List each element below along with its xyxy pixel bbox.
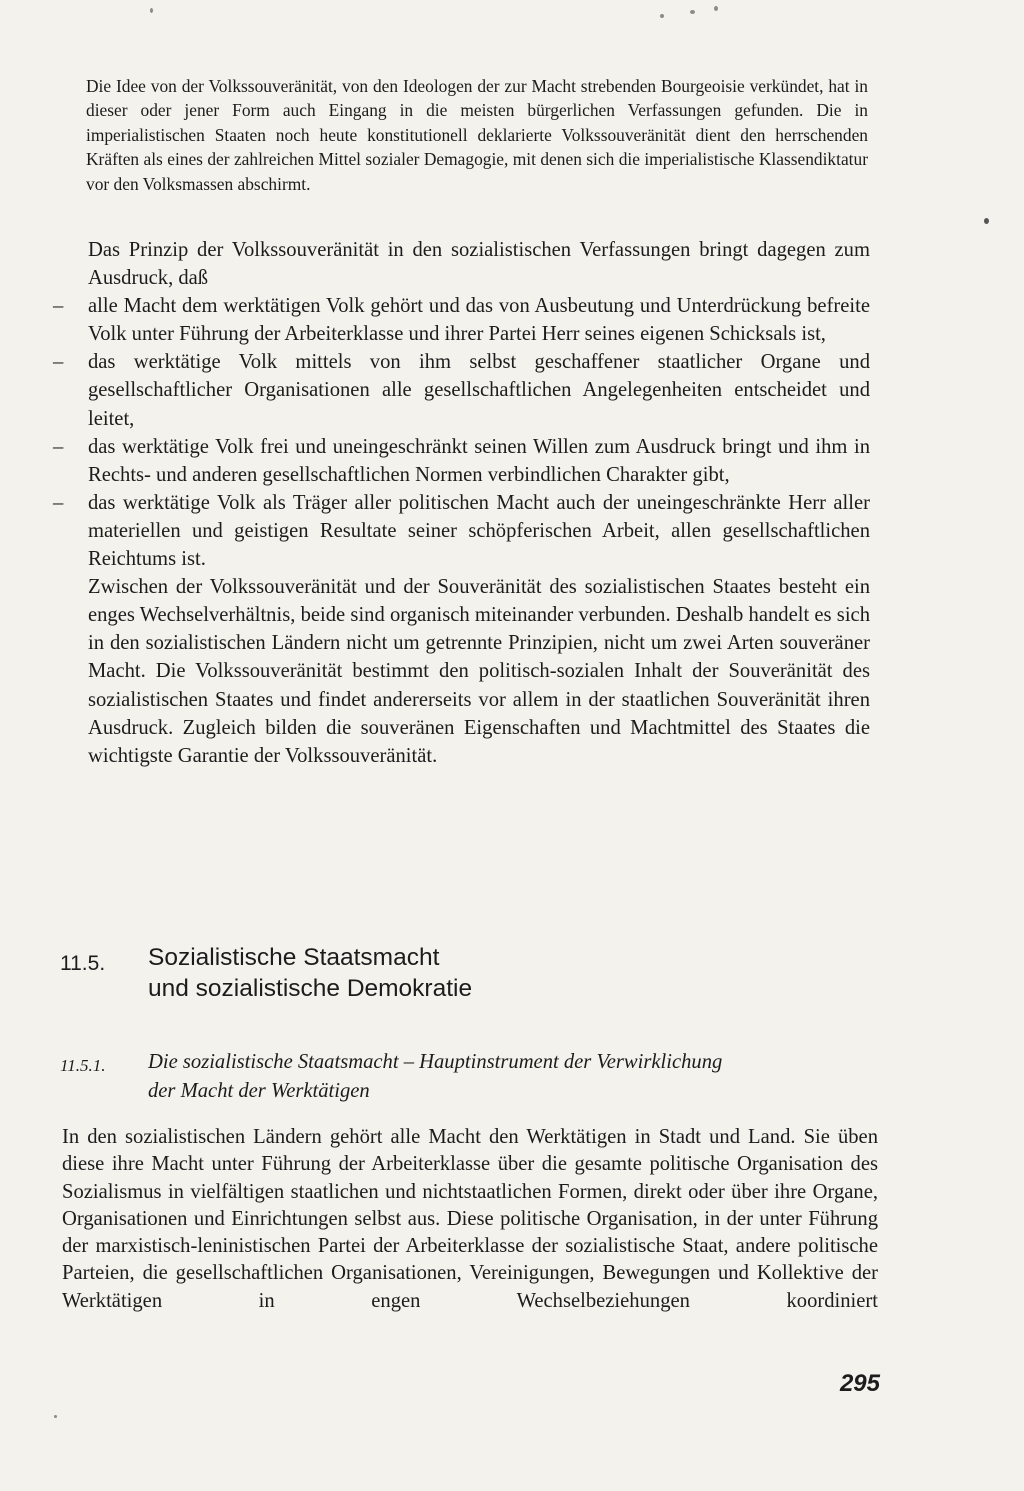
- subsection-number: 11.5.1.: [60, 1056, 106, 1075]
- list-item-text: alle Macht dem werktätigen Volk gehört und das von Ausbeutung und Unterdrückung befreite Volk unter Führung der Arbeiterklasse und ihrer Partei Herr seines eigenen Schicksals ist,: [88, 295, 870, 346]
- subsection-title-line: Die sozialistische Staatsmacht – Hauptinstrument der Verwirklichung: [148, 1051, 723, 1073]
- scan-speck: [660, 14, 664, 18]
- page-number: 295: [839, 1370, 880, 1397]
- list-item-text: das werktätige Volk als Träger aller politischen Macht auch der uneingeschränkte Herr aller materiellen und geistigen Resultate seiner schöpferischen Arbeit, allen gesellschaftlichen Reichtums ist.: [88, 491, 870, 571]
- scan-speck: [54, 1415, 57, 1418]
- subsection-title: [148, 1048, 868, 1105]
- dash-bullet: –: [53, 351, 64, 374]
- list-item: [53, 292, 870, 348]
- dash-bullet: –: [53, 435, 64, 458]
- dash-bullet: –: [53, 491, 64, 514]
- list-item-text: das werktätige Volk mittels von ihm selbst geschaffener staatlicher Organe und gesellschaftlicher Organisationen alle gesellschaftlichen Angelegenheiten entscheidet und leitet,: [88, 351, 870, 430]
- scan-speck: [984, 218, 989, 224]
- relation-paragraph: Zwischen der Volkssouveränität und der Souveränität des sozialistischen Staates besteht ein enges Wechselverhältnis, beide sind organisch miteinander verbunden. Deshalb handelt es sich in den sozialistischen Ländern nicht um getrennte Prinzipien, nicht um zwei Arten souveräner Macht. Die Volkssouveränität bestimmt den politisch-sozialen Inhalt der Souveränität des sozialistischen Staates und findet andererseits vor allem in der staatlichen Souveränität ihren Ausdruck. Zugleich bilden die souveränen Eigenschaften und Machtmittel des Staates die wichtigste Garantie der Volkssouveränität.: [88, 576, 870, 767]
- section-title-line: und sozialistische Demokratie: [148, 975, 473, 1002]
- section-title-line: Sozialistische Staatsmacht: [148, 944, 440, 971]
- list-item-text: das werktätige Volk frei und uneingeschränkt seinen Willen zum Ausdruck bringt und ihm in Rechts- und anderen gesellschaftlichen Normen verbindlichen Charakter gibt,: [88, 435, 870, 486]
- principle-block: [53, 236, 870, 770]
- scan-speck: [714, 6, 718, 11]
- section-number: 11.5.: [60, 952, 106, 975]
- scan-speck: [690, 10, 695, 14]
- dash-bullet: –: [53, 295, 64, 318]
- section-title: [148, 942, 848, 1004]
- principle-list: [53, 292, 870, 573]
- list-item: [53, 489, 870, 573]
- list-item: [53, 433, 870, 489]
- subsection-title-line: der Macht der Werktätigen: [148, 1079, 370, 1102]
- intro-paragraph: Die Idee von der Volkssouveränität, von den Ideologen der zur Macht strebenden Bourgeoisie verkündet, hat in dieser oder jener Form auch Eingang in die meisten bürgerlichen Verfassungen gefunden. Die in imperialistischen Staaten noch heute konstitutionell deklarierte Volkssouveränität dient den herrschenden Kräften als eines der zahlreichen Mittel sozialer Demagogie, mit denen sich die imperialistische Klassendiktatur vor den Volksmassen abschirmt.: [86, 76, 868, 194]
- list-item: [53, 348, 870, 432]
- final-paragraph: In den sozialistischen Ländern gehört alle Macht den Werktätigen in Stadt und Land. Sie üben diese ihre Macht unter Führung der Arbeiterklasse über die gesamte politische Organisation des Sozialismus in vielfältigen staatlichen und nichtstaatlichen Formen, direkt oder über ihre Organe, Organisationen und Einrichtungen selbst aus. Diese politische Organisation, in der unter Führung der marxistisch-leninistischen Partei der Arbeiterklasse der sozialistische Staat, andere politische Parteien, die gesellschaftlichen Organisationen, Vereinigungen, Bewegungen und Kollektive der Werktätigen in engen Wechselbeziehungen koordiniert: [62, 1126, 878, 1312]
- scan-speck: [150, 8, 153, 13]
- principle-intro: Das Prinzip der Volkssouveränität in den sozialistischen Verfassungen bringt dagegen zum Ausdruck, daß: [88, 239, 870, 290]
